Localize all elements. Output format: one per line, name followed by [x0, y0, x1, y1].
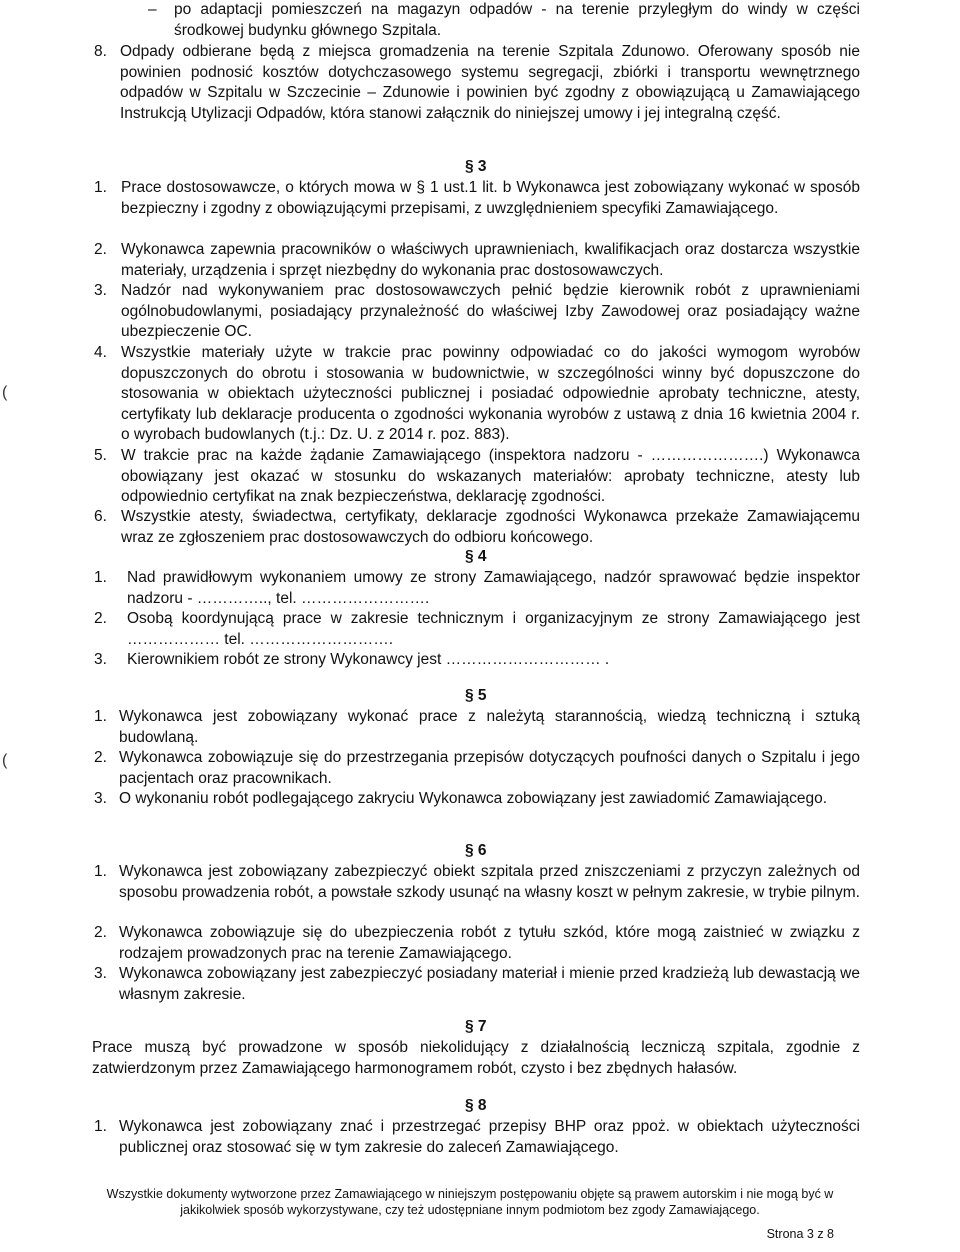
list-item: [94, 568, 860, 609]
list-item: [94, 507, 860, 548]
list-item: [94, 789, 860, 810]
list-item-text: Wykonawca jest zobowiązany znać i przestrzegać przepisy BHP oraz ppoż. w obiektach użyteczności publicznej oraz stosować się w tym zakresie do zaleceń Zamawiającego.: [119, 1118, 860, 1156]
list-item-number: 3.: [94, 282, 107, 299]
list-item-text: Wykonawca zobowiązany jest zabezpieczyć posiadany materiał i mienie przed kradzieżą lub dewastacją we własnym zakresie.: [119, 965, 860, 1003]
list-item: [94, 707, 860, 748]
section-heading-3: § 3: [465, 158, 487, 175]
page-number: Strona 3 z 8: [766, 1227, 834, 1241]
list-item: [94, 923, 860, 964]
section-heading-5: § 5: [465, 687, 487, 704]
list-item-text: Wykonawca zobowiązuje się do ubezpieczenia robót z tytułu szkód, które mogą zaistnieć w związku z rodzajem prowadzonych prac na terenie Zamawiającego.: [119, 924, 860, 962]
list-item-text: Wszystkie atesty, świadectwa, certyfikaty, deklaracje zgodności Wykonawca przekaże Zamawiającemu wraz ze zgłoszeniem prac dostosowawczych do odbioru końcowego.: [121, 508, 860, 546]
list-item-text: W trakcie prac na każde żądanie Zamawiającego (inspektora nadzoru - ………………….) Wykonawca obowiązany jest okazać w stosunku do wskazanych materiałów: aprobaty techniczne, atesty lub odpowiednio certyfikat na znak bezpieczeństwa, deklarację zgodności.: [121, 447, 860, 505]
list-item: [94, 609, 860, 650]
footer-notice: Wszystkie dokumenty wytworzone przez Zamawiającego w niniejszym postępowaniu objęte są prawem autorskim i nie mogą być w jakikolwiek sposób wykorzystywane, czy też udostępniane innym podmiotom bez zgody Zamawiającego.: [106, 1187, 834, 1217]
margin-mark: (: [2, 384, 8, 401]
list-item: [94, 178, 860, 219]
list-item-number: 1.: [94, 863, 107, 880]
list-item-text: Wykonawca zobowiązuje się do przestrzegania przepisów dotyczących poufności danych o Szpitalu i jego pacjentach oraz pracownikach.: [119, 749, 860, 787]
list-item: [94, 343, 860, 446]
list-item-number: 4.: [94, 344, 107, 361]
list-item-number: 3.: [94, 965, 107, 982]
list-item-number: 1.: [94, 569, 107, 586]
list-item: [94, 446, 860, 508]
list-item-text: Wszystkie materiały użyte w trakcie prac powinny odpowiadać co do jakości wymogom wyrobów dopuszczonych do obrotu i stosowania w budownictwie, w szczególności winny być dopuszczone do stosowania w obiektach użyteczności publicznej i posiadać odpowiednie aprobaty techniczne, atesty, certyfikaty lub deklaracje producenta o zgodności wykonania wyrobów z ustawą z dnia 16 kwietnia 2004 r. o wyrobach budowlanych (t.j.: Dz. U. z 2014 r. poz. 883).: [121, 344, 860, 443]
section-heading-7: § 7: [465, 1018, 487, 1035]
list-item: [94, 650, 860, 671]
list-item: [94, 964, 860, 1005]
list-item-number: 2.: [94, 749, 107, 766]
list-item-number: 6.: [94, 508, 107, 525]
list-item-text: Nadzór nad wykonywaniem prac dostosowawczych pełnić będzie kierownik robót z uprawnieniami ogólnobudowlanymi, posiadający przynależność do właściwej Izby Zawodowej oraz posiadający ważne ubezpieczenie OC.: [121, 282, 860, 340]
list-item: [148, 0, 860, 41]
list-item-text: Wykonawca jest zobowiązany wykonać prace z należytą starannością, wiedzą techniczną i sztuką budowlaną.: [119, 708, 860, 746]
list-item: [94, 748, 860, 789]
list-item-text: Prace dostosowawcze, o których mowa w § 1 ust.1 lit. b Wykonawca jest zobowiązany wykonać w sposób bezpieczny i zgodny z obowiązującymi przepisami, z uwzględnieniem specyfiki Zamawiającego.: [121, 179, 860, 217]
list-item-number: 1.: [94, 708, 107, 725]
list-item: [94, 862, 860, 903]
list-item-number: 3.: [94, 790, 107, 807]
list-item-number: 2.: [94, 241, 107, 258]
list-item: [94, 1117, 860, 1158]
list-item: [94, 281, 860, 343]
list-item-text: Odpady odbierane będą z miejsca gromadzenia na terenie Szpitala Zdunowo. Oferowany sposób nie powinien podnosić kosztów dotychczasowego systemu segregacji, zbiórki i transportu wewnętrznego odpadów w Szpitalu w Szczecinie – Zdunowie i powinien być zgodny z obowiązującą u Zamawiającego Instrukcją Utylizacji Odpadów, która stanowi załącznik do niniejszej umowy i jej integralną część.: [120, 43, 860, 122]
section-heading-6: § 6: [465, 842, 487, 859]
list-item-text: Wykonawca zapewnia pracowników o właściwych uprawnieniach, kwalifikacjach oraz dostarcza wszystkie materiały, urządzenia i sprzęt niezbędny do wykonania prac dostosowawczych.: [121, 241, 860, 279]
list-item-number: 8.: [94, 43, 107, 60]
margin-mark: (: [2, 752, 8, 769]
list-item-number: 2.: [94, 924, 107, 941]
dash-marker: –: [148, 1, 157, 18]
list-item: [94, 240, 860, 281]
list-item-number: 3.: [94, 651, 107, 668]
list-item-text: po adaptacji pomieszczeń na magazyn odpadów - na terenie przyległym do windy w części środkowej budynku głównego Szpitala.: [174, 1, 860, 39]
list-item-text: O wykonaniu robót podlegającego zakryciu Wykonawca zobowiązany jest zawiadomić Zamawiającego.: [119, 790, 828, 807]
list-item: [94, 42, 860, 124]
paragraph: Prace muszą być prowadzone w sposób niekolidujący z działalnością leczniczą szpitala, zgodnie z zatwierdzonym przez Zamawiającego harmonogramem robót, czysto i bez zbędnych hałasów.: [92, 1039, 860, 1077]
list-item-text: Osobą koordynującą prace w zakresie technicznym i organizacyjnym ze strony Zamawiającego jest ……………… tel. ……………………….: [127, 610, 860, 648]
list-item-text: Kierownikiem robót ze strony Wykonawcy jest ………………………… .: [127, 651, 610, 668]
list-item-number: 1.: [94, 1118, 107, 1135]
list-item-text: Nad prawidłowym wykonaniem umowy ze strony Zamawiającego, nadzór sprawować będzie inspektor nadzoru - ………….., tel. …………………….: [127, 569, 860, 607]
list-item-number: 1.: [94, 179, 107, 196]
section-heading-4: § 4: [465, 548, 487, 565]
list-item-number: 5.: [94, 447, 107, 464]
list-item-text: Wykonawca jest zobowiązany zabezpieczyć obiekt szpitala przed zniszczeniami z przyczyn zależnych od sposobu prowadzenia robót, a powstałe szkody usunąć na własny koszt w pełnym zakresie, w trybie pilnym.: [119, 863, 860, 901]
section-heading-8: § 8: [465, 1097, 487, 1114]
list-item-number: 2.: [94, 610, 107, 627]
